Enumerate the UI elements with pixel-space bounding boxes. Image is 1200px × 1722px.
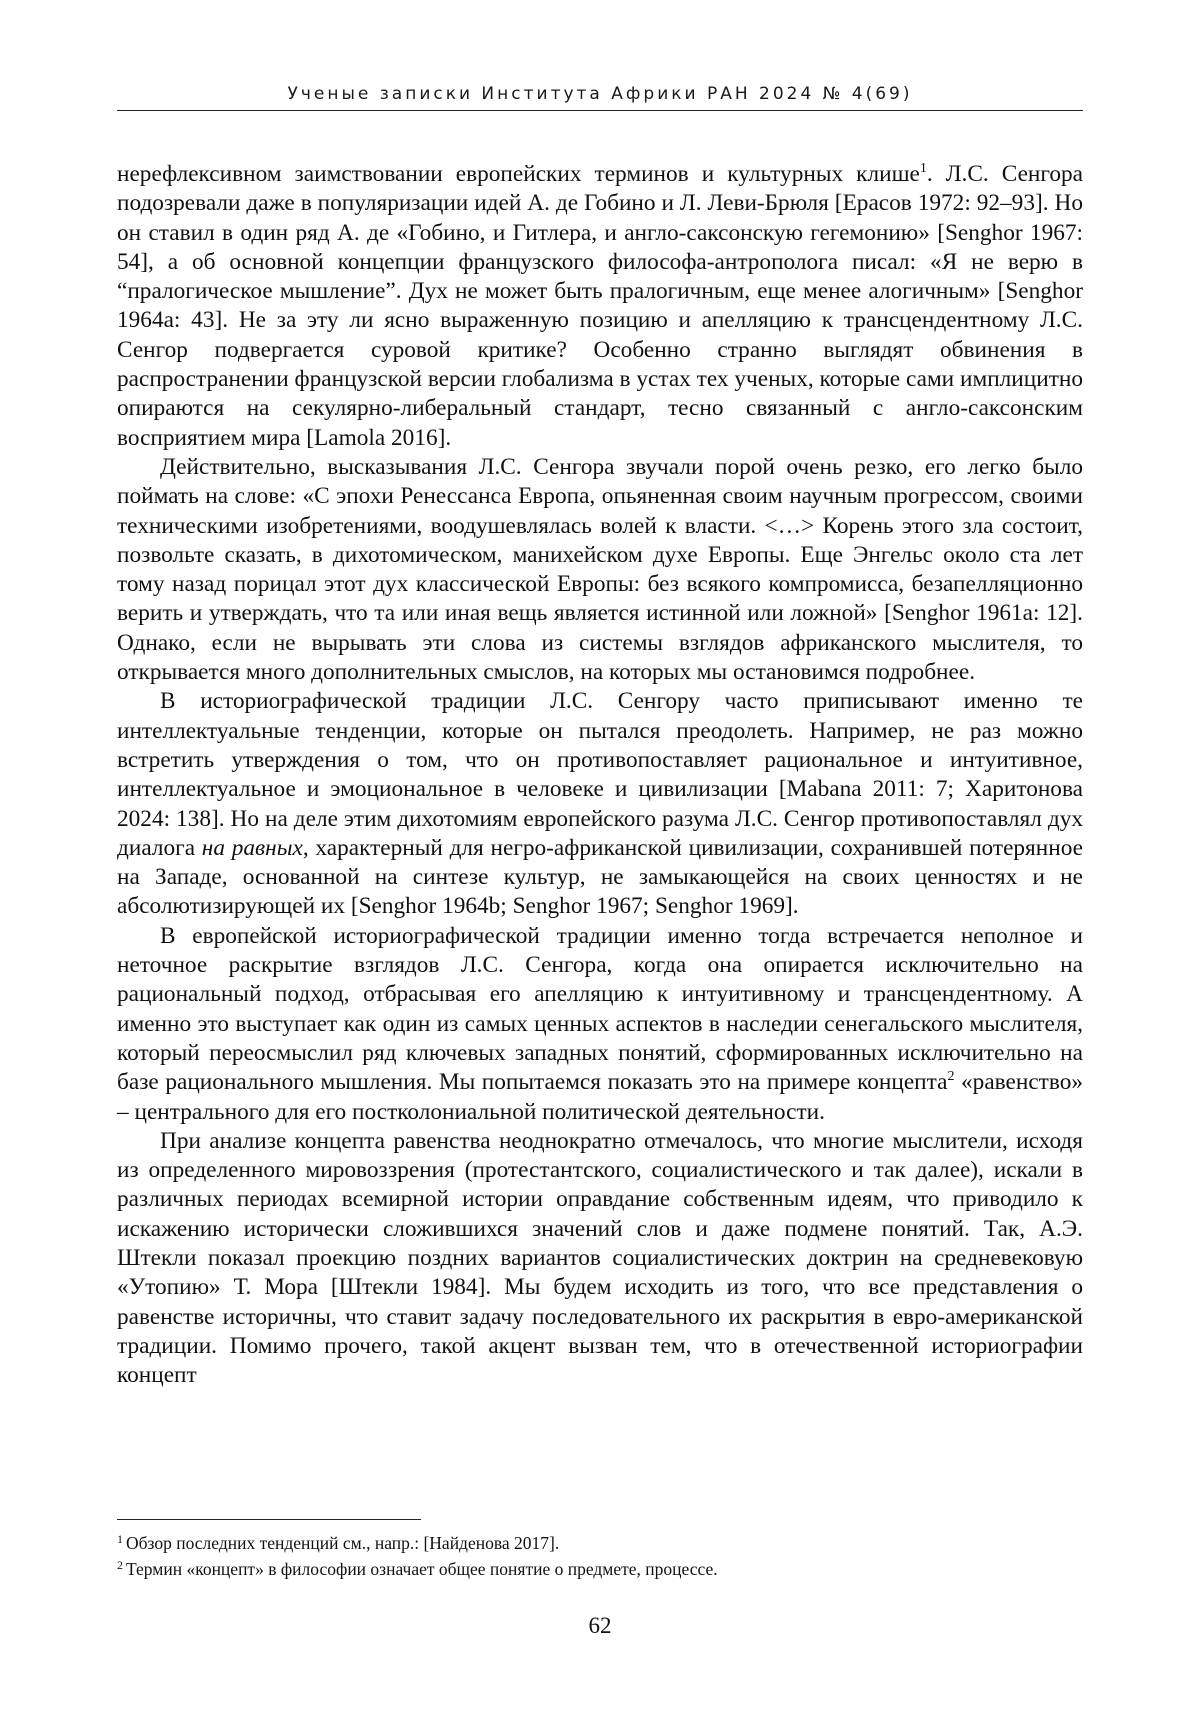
footnote-text-2: Термин «концепт» в философии означает общее понятие о предмете, процессе. [126, 1559, 718, 1579]
paragraph-1-text-2: . Л.С. Сенгора подозревали даже в популяризации идей А. де Гобино и Л. Леви-Брюля [Ерасов 1972: 92–93]. Но он ставил в один ряд А. де «Гобино, и Гитлера, и англо-саксонскую гегемонию» [Senghor 1967: 54], а об основной концепции французского философа-антрополога писал: «Я не верю в “пралогическое мышление”. Дух не может быть пралогичным, еще менее алогичным» [Senghor 1964a: 43]. Не за эту ли ясно выраженную позицию и апелляцию к трансцендентному Л.С. Сенгор подвергается суровой критике? Особенно странно выглядят обвинения в распространении французской версии глобализма в устах тех ученых, которые сами имплицитно опираются на секулярно-либеральный стандарт, тесно связанный с англо-саксонским восприятием мира [Lamola 2016]. [117, 161, 1083, 451]
header-rule [117, 110, 1083, 111]
page-number: 62 [588, 1613, 612, 1638]
footnote-ref-1: 1 [919, 161, 927, 176]
footnote-2 [117, 1556, 1083, 1582]
footnote-mark-1: 1 [117, 1532, 123, 1546]
footnote-1 [117, 1530, 1083, 1556]
paragraph-3 [117, 687, 1083, 921]
footnote-separator [117, 1519, 421, 1520]
paragraph-3-text-2: , характерный для негро-африканской цивилизации, сохранившей потерянное на Западе, основанной на синтезе культур, не замыкающейся на своих ценностях и не абсолютизирующей их [Senghor 1964b; Senghor 1967; Senghor 1969]. [117, 834, 1083, 920]
paragraph-5 [117, 1127, 1083, 1391]
paragraph-5-text: При анализе концепта равенства неоднократно отмечалось, что многие мыслители, исходя из определенного мировоззрения (протестантского, социалистического и так далее), искали в различных периодах всемирной истории оправдание собственным идеям, что приводило к искажению исторически сложившихся значений слов и даже подмене понятий. Так, А.Э. Штекли показал проекцию поздних вариантов социалистических доктрин на средневековую «Утопию» Т. Мора [Штекли 1984]. Мы будем исходить из того, что все представления о равенстве историчны, что ставит задачу последовательного их раскрытия в евро-американской традиции. Помимо прочего, такой акцент вызван тем, что в отечественной историографии концепт [117, 1127, 1083, 1389]
paragraph-3-text-1: В историографической традиции Л.С. Сенгору часто приписывают именно те интеллектуальные тенденции, которые он пытался преодолеть. Например, не раз можно встретить утверждения о том, что он противопоставляет рациональное и интуитивное, интеллектуальное и эмоциональное в человеке и цивилизации [Mabana 2011: 7; Харитонова 2024: 138]. Но на деле этим дихотомиям европейского разума Л.С. Сенгор противопоставлял дух диалога [117, 688, 1083, 861]
footnote-mark-2: 2 [117, 1558, 123, 1572]
paragraph-4-text-2: «равенство» – центрального для его постколониальной политической деятельности. [117, 1069, 1083, 1125]
running-head: Ученые записки Института Африки РАН 2024 № 4(69) [287, 84, 913, 104]
paragraph-1-text-1: нерефлексивном заимствовании европейских терминов и культурных клише [117, 161, 920, 187]
paragraph-2 [117, 453, 1083, 687]
paragraph-2-text: Действительно, высказывания Л.С. Сенгора звучали порой очень резко, его легко было поймать на слове: «С эпохи Ренессанса Европа, опьяненная своим научным прогрессом, своими техническими изобретениями, воодушевлялась волей к власти. <…> Корень этого зла состоит, позвольте сказать, в дихотомическом, манихейском духе Европы. Еще Энгельс около ста лет тому назад порицал этот дух классической Европы: без всякого компромисса, безапелляционно верить и утверждать, что та или иная вещь является истинной или ложной» [Senghor 1961a: 12]. Однако, если не вырывать эти слова из системы взглядов африканского мыслителя, то открывается много дополнительных смыслов, на которых мы остановимся подробнее. [117, 453, 1083, 686]
paragraph-1 [117, 160, 1083, 453]
footnote-text-1: Обзор последних тенденций см., напр.: [Найденова 2017]. [126, 1533, 560, 1553]
footnotes [117, 1530, 1083, 1582]
paragraph-4-text-1: В европейской историографической традиции именно тогда встречается неполное и неточное раскрытие взглядов Л.С. Сенгора, когда она опирается исключительно на рациональный подход, отбрасывая его апелляцию к интуитивному и трансцендентному. А именно это выступает как один из самых ценных аспектов в наследии сенегальского мыслителя, который переосмыслил ряд ключевых западных понятий, сформированных исключительно на базе рационального мышления. Мы попытаемся показать это на примере концепта [117, 922, 1083, 1096]
article-body [117, 160, 1083, 1390]
paragraph-4 [117, 922, 1083, 1127]
footnote-ref-2: 2 [947, 1069, 955, 1085]
paragraph-3-emphasis: на равных [201, 834, 303, 861]
